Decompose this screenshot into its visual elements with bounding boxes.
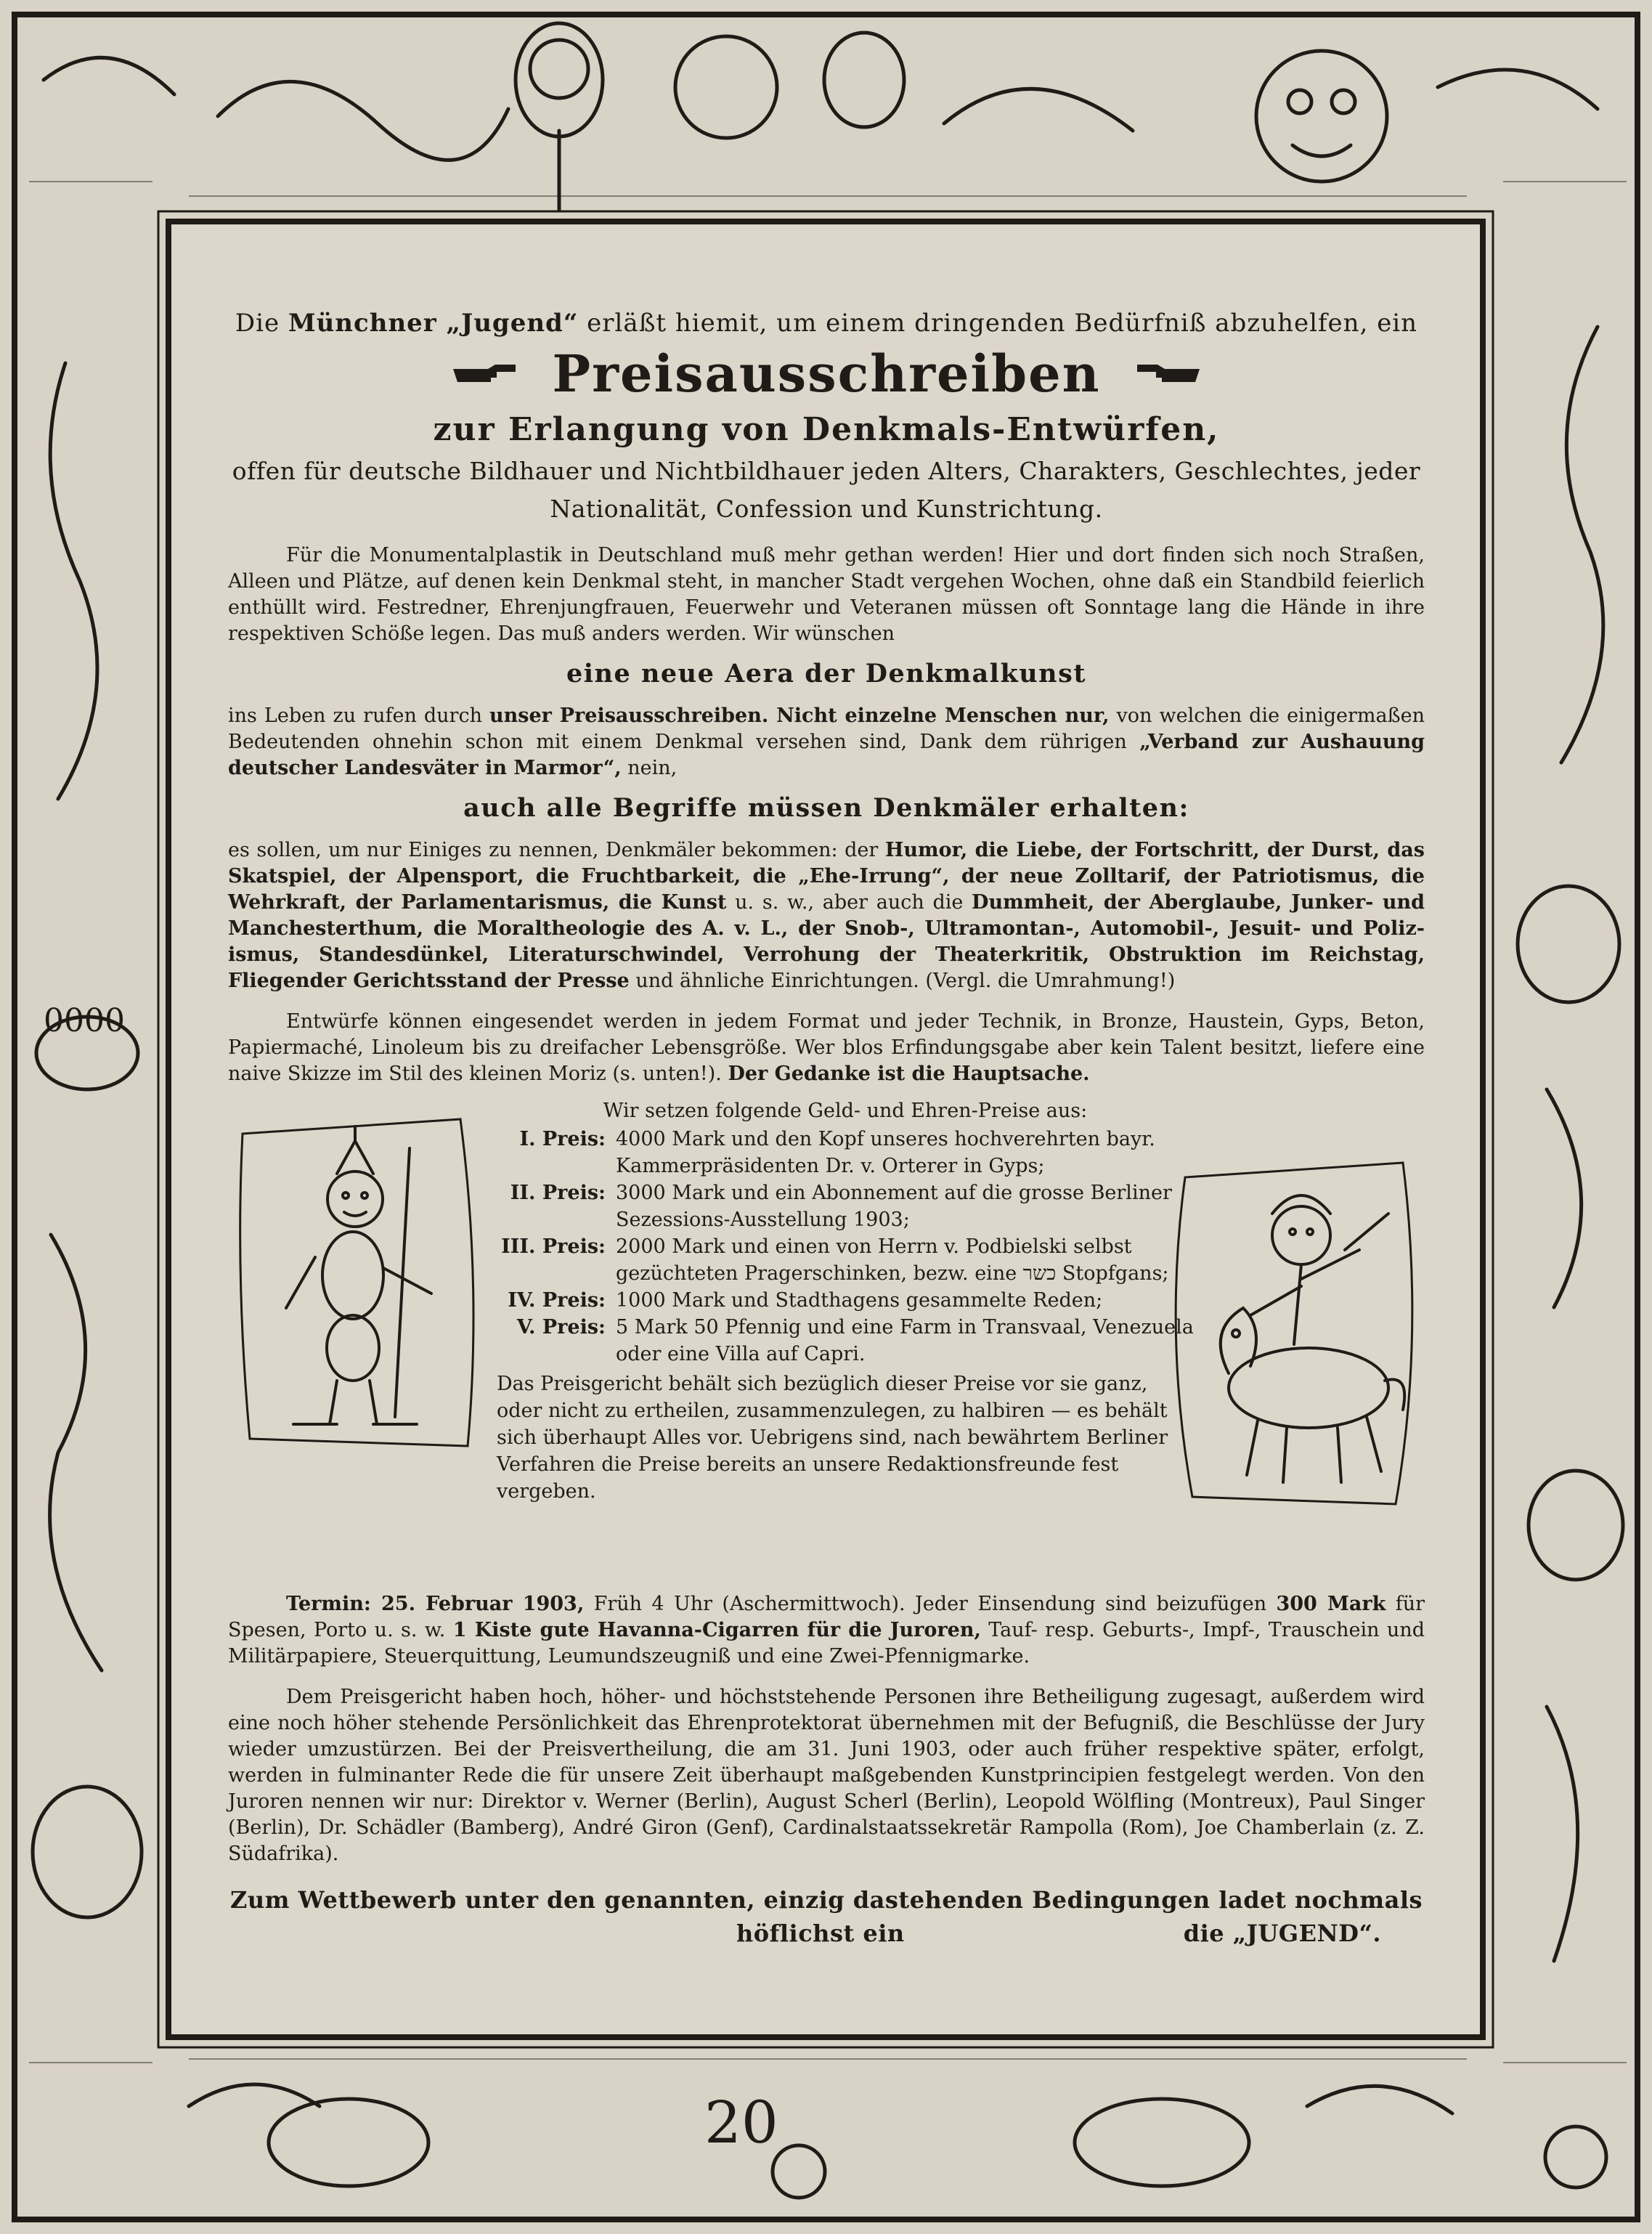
para2-e: nein,	[621, 757, 678, 779]
prize-label: II. Preis:	[510, 1182, 606, 1204]
closing-invitation	[228, 1883, 1425, 1950]
closing-line-2	[228, 1917, 1425, 1950]
para2-c: von welchen die einigermaßen Bedeutenden ohnehin schon mit einem Denkmal versehen sind, Dank dem rührigen	[228, 704, 1425, 753]
prize-text: 4000 Mark und den Kopf unseres hochverehrten bayr. Kammerpräsidenten Dr. v. Orterer in Gyps;	[616, 1128, 1155, 1177]
closing-line-1: Zum Wettbewerb unter den genannten, einzig dastehenden Bedingungen ladet nochmals	[230, 1886, 1423, 1914]
announcement-panel	[173, 229, 1480, 2037]
prize-text: 3000 Mark und ein Abonnement auf die grosse Berliner Sezessions-Ausstellung 1903;	[616, 1182, 1172, 1231]
prize-list	[497, 1097, 1194, 1524]
paragraph-monumental: Für die Monumentalplastik in Deutschland muß mehr gethan werden! Hier und dort finden sich noch Straßen, Alleen und Plätze, auf denen kein Denkmal steht, in mancher Stadt vergehen Wochen, ohne daß ein Standbild feierlich enthüllt wird. Festredner, Ehrenjungfrauen, Feuerwehr und Veteranen müssen oft Sonntage lang die Hände in ihre respektiven Schöße legen. Das muß anders werden. Wir wünschen	[228, 544, 1425, 645]
paragraph-concepts	[228, 837, 1425, 994]
prize-label: V. Preis:	[516, 1316, 606, 1339]
para2-b: unser Preisausschreiben. Nicht einzelne Menschen nur,	[489, 704, 1110, 727]
para5-a: Termin: 25. Februar 1903,	[286, 1593, 585, 1615]
para5-b: Früh 4 Uhr (Aschermittwoch). Jeder Einsendung sind beizufügen	[584, 1593, 1277, 1615]
para3-b: Humor, die Liebe, der Fortschritt, der Durst, das Skatspiel, der Alpensport, die Fruchtbarkeit, die „Ehe-Irrung“, der neue Zolltarif, der Patriotismus, die Wehrkraft, der Parlamentarismus, die Kunst	[228, 839, 1425, 914]
intro-publisher: Münchner „Jugend“	[288, 309, 579, 338]
paragraph-jury: Dem Preisgericht haben hoch, höher- und höchststehende Personen ihre Betheiligung zugesagt, außerdem wird eine noch höher stehende Persönlichkeit das Ehrenprotektorat übernehmen mit der Befugniß, die Beschlüsse der Jury wieder umzustürzen. Bei der Preisvertheilung, die am 31. Juni 1903, oder auch früher respektive später, erfolgt, werden in fulminanter Rede die für unsere Zeit überhaupt maßgebenden Kunstprincipien festgelegt werden. Von den Juroren nennen wir nur: Direktor v. Werner (Berlin), August Scherl (Berlin), Leopold Wölfling (Montreux), Paul Singer (Berlin), Dr. Schädler (Bamberg), André Giron (Genf), Cardinalstaatssekretär Rampolla (Rom), Joe Chamberlain (z. Z. Südafrika).	[228, 1686, 1425, 1865]
prize-row-5	[497, 1314, 1194, 1368]
subtitle-competition: zur Erlangung von Denkmals-Entwürfen,	[433, 411, 1220, 448]
closing-line-2a: höflichst ein	[736, 1920, 905, 1947]
subtitle-eligibility: offen für deutsche Bildhauer und Nichtbildhauer jeden Alters, Charakters, Geschlechtes, jeder Nationalität, Confession und Kunstrichtung.	[232, 457, 1421, 523]
pointing-hand-left-icon	[1134, 363, 1201, 385]
para4-b: Der Gedanke ist die Hauptsache.	[728, 1063, 1090, 1085]
prize-jury-note: Das Preisgericht behält sich bezüglich dieser Preise vor sie ganz, oder nicht zu ertheilen, zusammenzulegen, zu halbiren — es behält sich überhaupt Alles vor. Uebrigens sind, nach bewährtem Berliner Verfahren die Preise bereits an unsere Redaktionsfreunde fest vergeben.	[497, 1373, 1168, 1503]
para3-e: und ähnliche Einrichtungen. (Vergl. die Umrahmung!)	[629, 970, 1176, 992]
para4-a: Entwürfe können eingesendet werden in jedem Format und jeder Technik, in Bronze, Haustein, Gyps, Beton, Papiermaché, Linoleum bis zu dreifacher Lebensgröße. Wer blos Erfindungsgabe aber kein Talent besitzt, liefere eine naive Skizze im Stil des kleinen Moriz (s. unten!).	[228, 1010, 1425, 1085]
intro-line	[228, 309, 1425, 338]
para3-d: Dummheit, der Aberglaube, Junker- und Manchesterthum, die Moraltheologie des A. v. L., der Snob-, Ultramontan-, Automobil-, Jesuit- und Poliz-ismus, Standesdünkel, Literaturschwindel, Verrohung der Theaterkritik, Obstruktion im Reichstag, Fliegender Gerichtsstand der Presse	[228, 891, 1425, 992]
para2-a: ins Leben zu rufen durch	[228, 704, 490, 727]
title-row	[228, 344, 1425, 404]
svg-text:20: 20	[704, 2089, 778, 2156]
intro-post: erläßt hiemit, um einem dringenden Bedürfniß abzuhelfen, ein	[578, 309, 1418, 338]
prize-row-2	[497, 1179, 1194, 1233]
prize-label: III. Preis:	[501, 1235, 606, 1258]
prize-row-3	[497, 1233, 1194, 1287]
prize-row-1	[497, 1126, 1194, 1179]
para2-d: „Verband zur Aushauung deutscher Landesväter in Marmor“,	[228, 731, 1425, 779]
para3-a: es sollen, um nur Einiges zu nennen, Denkmäler bekommen: der	[228, 839, 885, 861]
para5-c: 300 Mark	[1276, 1593, 1386, 1615]
rider-sketch	[1163, 1148, 1425, 1511]
prizes-section	[228, 1097, 1425, 1577]
prize-intro: Wir setzen folgende Geld- und Ehren-Preise aus:	[603, 1100, 1088, 1122]
prize-text: 5 Mark 50 Pfennig und eine Farm in Transvaal, Venezuela oder eine Villa auf Capri.	[616, 1316, 1194, 1365]
paragraph-submissions	[228, 1009, 1425, 1087]
paragraph-competition	[228, 703, 1425, 781]
soldier-sketch	[228, 1105, 489, 1453]
prize-text: 1000 Mark und Stadthagens gesammelte Reden;	[616, 1289, 1103, 1312]
paragraph-deadline	[228, 1591, 1425, 1670]
para5-e: 1 Kiste gute Havanna-Cigarren für die Juroren,	[452, 1619, 981, 1641]
page-title: Preisausschreiben	[552, 344, 1101, 404]
svg-text:0000: 0000	[44, 1002, 125, 1039]
prize-row-4	[497, 1287, 1194, 1314]
heading-concepts: auch alle Begriffe müssen Denkmäler erhalten:	[463, 793, 1189, 823]
para3-c: u. s. w., aber auch die	[726, 891, 972, 914]
closing-signature: die „JUGEND“.	[1183, 1920, 1381, 1947]
para5-d: für Spesen, Porto u. s. w.	[228, 1593, 1425, 1641]
prize-label: IV. Preis:	[508, 1289, 606, 1312]
heading-new-era: eine neue Aera der Denkmalkunst	[566, 659, 1086, 689]
intro-pre: Die	[235, 309, 288, 338]
prize-label: I. Preis:	[519, 1128, 606, 1150]
prize-text: 2000 Mark und einen von Herrn v. Podbielski selbst gezüchteten Pragerschinken, bezw. eine כשר Stopfgans;	[616, 1235, 1169, 1285]
pointing-hand-right-icon	[452, 363, 518, 385]
para5-f: Tauf- resp. Geburts-, Impf-, Trauschein und Militärpapiere, Steuerquittung, Leumundszeugniß und eine Zwei-Pfennigmarke.	[228, 1619, 1425, 1668]
